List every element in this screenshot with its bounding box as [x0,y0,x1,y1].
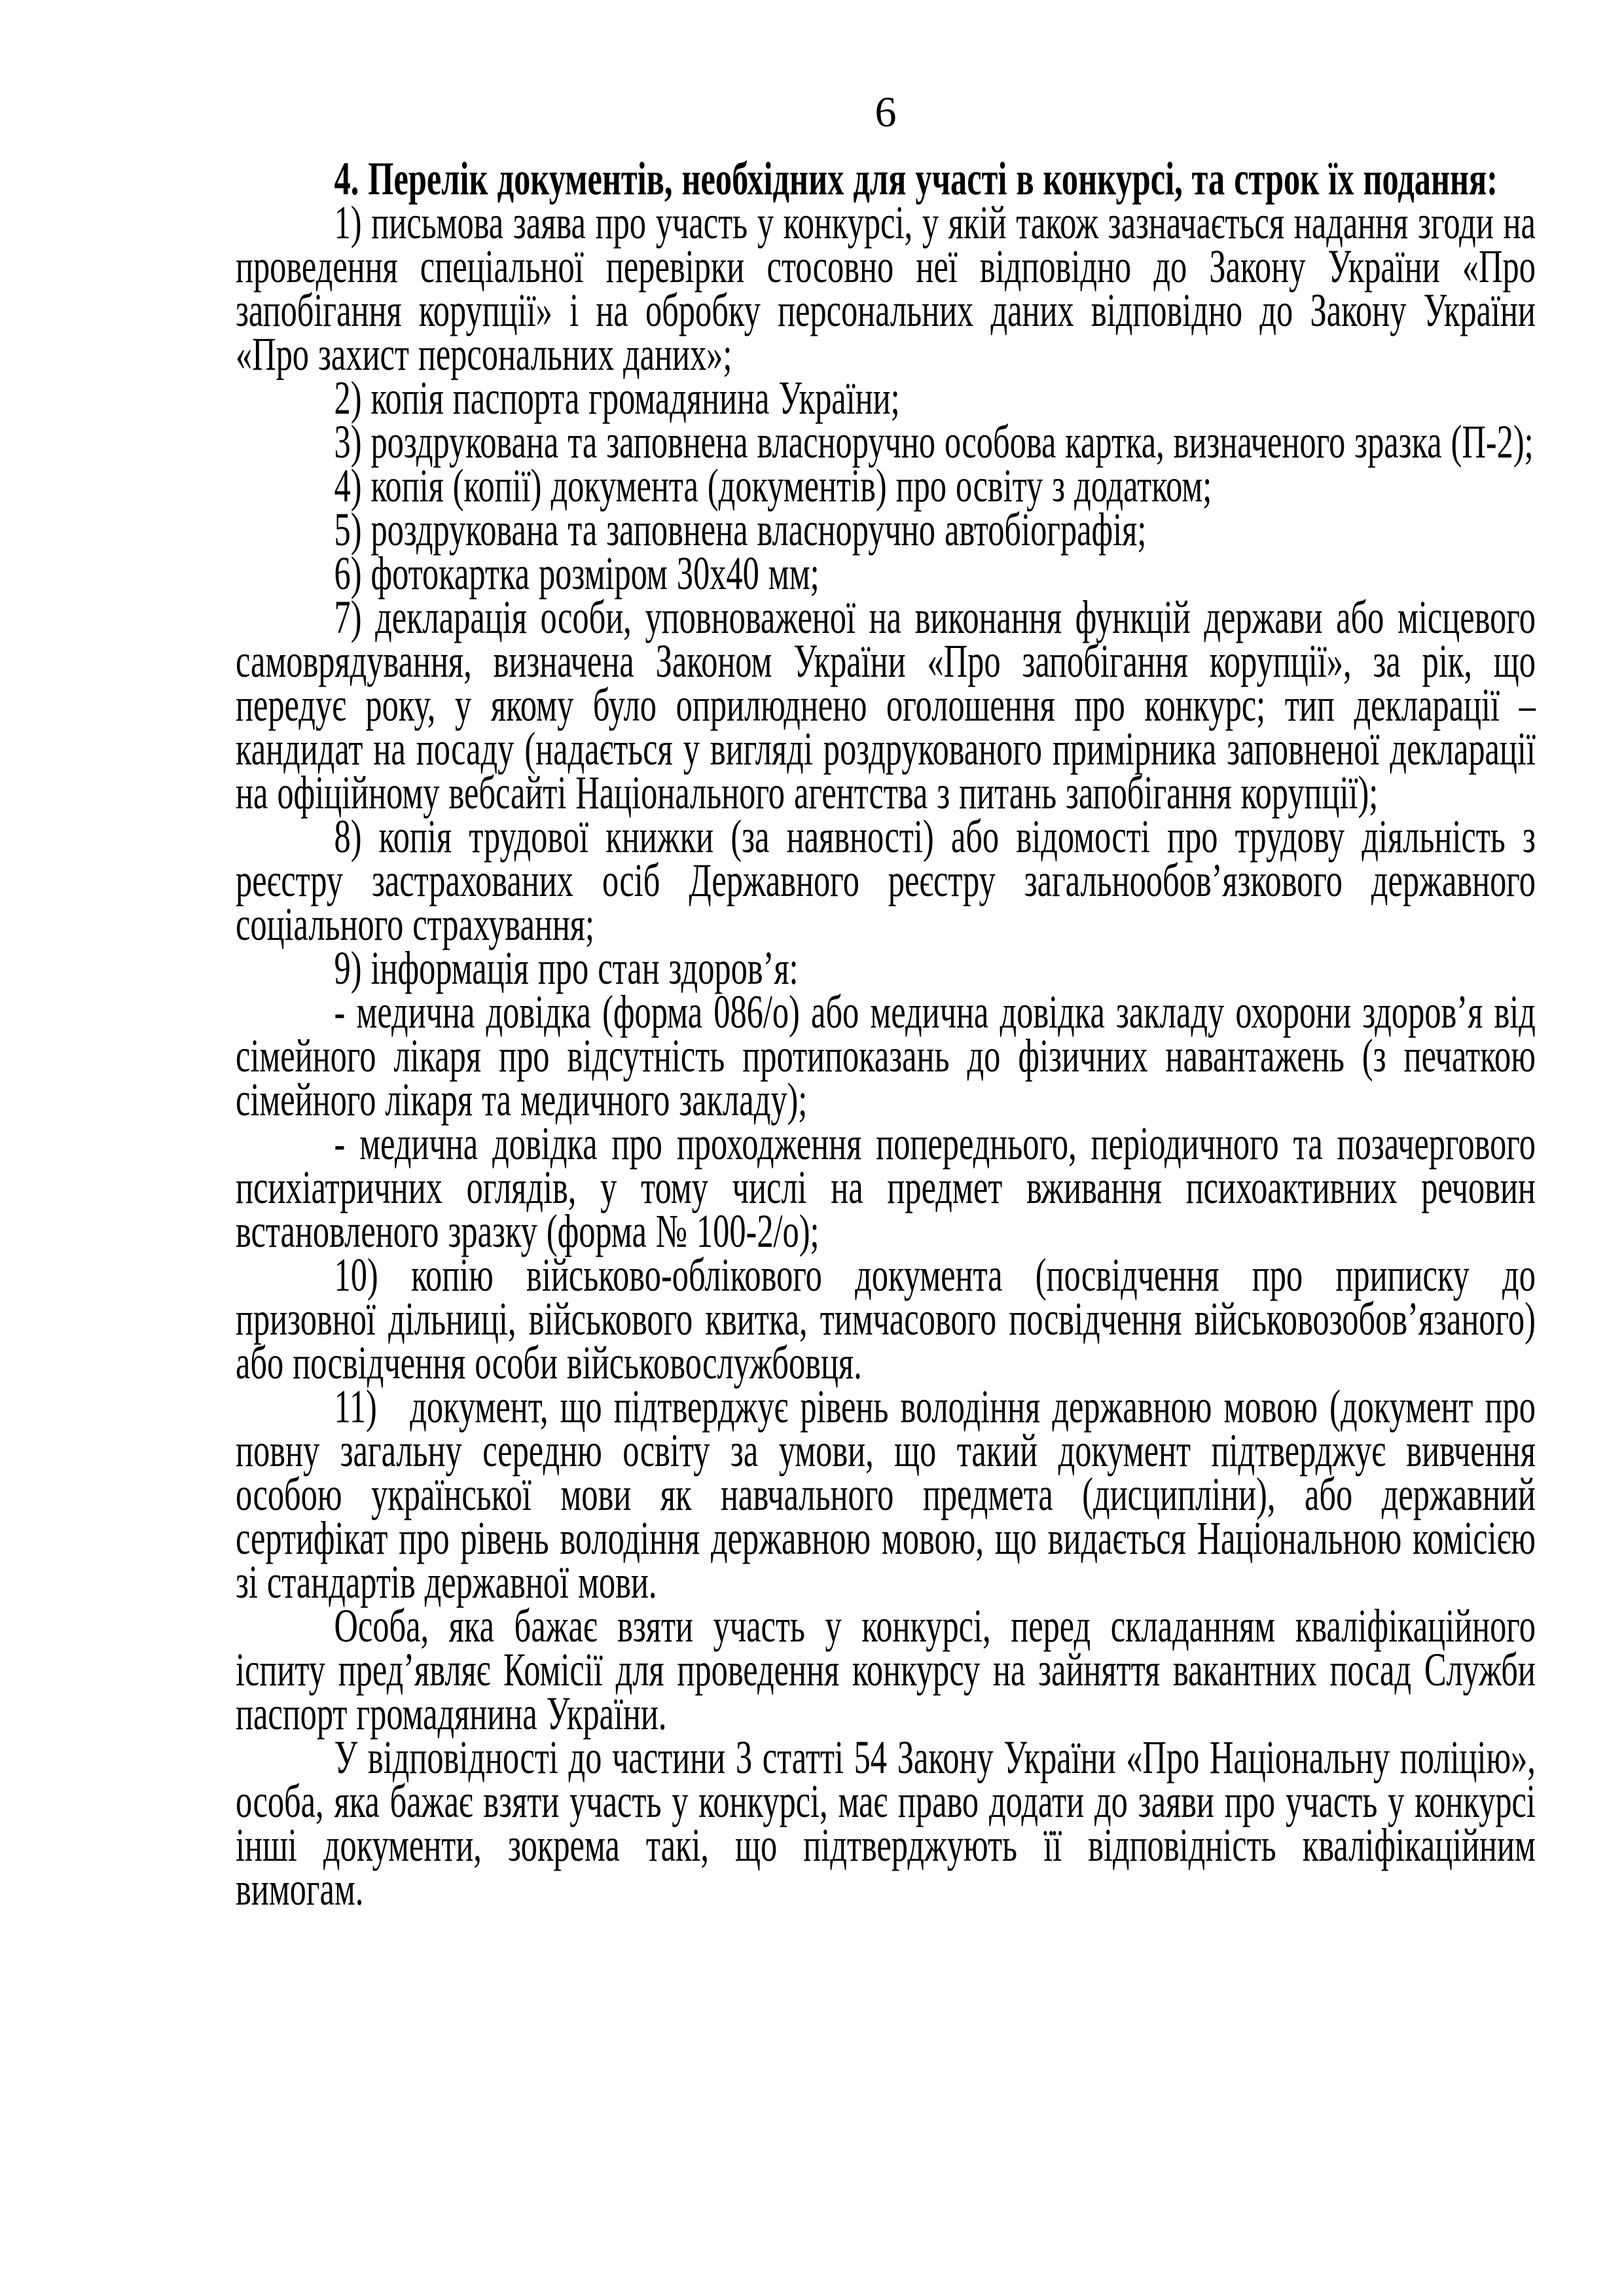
sub-item-medical-certificate-086: - медична довідка (форма 086/о) або медична довідка закладу охорони здоров’я від сімейного лікаря про відсутність протипоказань до фізичних навантажень (з печаткою сімейного лікаря та медичного закладу); [236,986,1536,1126]
list-item-4: 4) копія (копії) документа (документів) про освіту з додатком; [334,459,1212,512]
paragraph-exam-passport: Особа, яка бажає взяти участь у конкурсі, перед складанням кваліфікаційного іспиту пред’являє Комісії для проведення конкурсу на зайняття вакантних посад Служби паспорт громадянина України. [236,1600,1536,1740]
list-item-10: 10) копію військово-облікового документа (посвідчення про приписку до призовної дільниці, військового квитка, тимчасового посвідчення військовозобов’язаного) або посвідчення особи військовослужбовця. [236,1249,1536,1389]
list-item-11: 11) документ, що підтверджує рівень володіння державною мовою (документ про повну загальну середню освіту за умови, що такий документ підтверджує вивчення особою української мови як навчального предмета (дисципліни), або державний сертифікат про рівень володіння державною мовою, що видається Національною комісією зі стандартів державної мови. [236,1380,1536,1608]
sub-item-psychiatric-certificate: - медична довідка про проходження попереднього, періодичного та позачергового психіатричних оглядів, у тому числі на предмет вживання психоактивних речовин встановленого зразку (форма № 100-2/о); [236,1117,1536,1257]
list-item-9: 9) інформація про стан здоров’я: [334,942,799,994]
list-item-1: 1) письмова заява про участь у конкурсі, у якій також зазначається надання згоди на проведення спеціальної перевірки стосовно неї відповідно до Закону України «Про запобігання корупції» і на обробку персональних даних відповідно до Закону України «Про захист персональних даних»; [236,196,1536,380]
list-item-5: 5) роздрукована та заповнена власноручно автобіографія; [334,503,1147,556]
paragraph-additional-documents: У відповідності до частини 3 статті 54 Закону України «Про Національну поліцію», особа, яка бажає взяти участь у конкурсі, має право додати до заяви про участь у конкурсі інші документи, зокрема такі, що підтверджують її відповідність кваліфікаційним вимогам. [236,1731,1536,1915]
list-item-2: 2) копія паспорта громадянина України; [334,372,900,424]
list-item-3: 3) роздрукована та заповнена власноручно особова картка, визначеного зразка (П-2); [334,416,1534,468]
list-item-8: 8) копія трудової книжки (за наявності) або відомості про трудову діяльність з реєстру застрахованих осіб Державного реєстру загальнообов’язкового державного соціального страхування; [236,810,1536,950]
page-number: 6 [875,88,897,136]
document-body [236,152,1536,1915]
list-item-7: 7) декларація особи, уповноваженої на виконання функцій держави або місцевого самоврядування, визначена Законом України «Про запобігання корупції», за рік, що передує року, у якому було оприлюднено оголошення про конкурс; тип декларації – кандидат на посаду (надається у вигляді роздрукованого примірника заповненої декларації на офіційному вебсайті Національного агентства з питань запобігання корупції); [236,591,1536,819]
section-heading: 4. Перелік документів, необхідних для участі в конкурсі, та строк їх подання: [334,152,1498,205]
list-item-6: 6) фотокартка розміром 30х40 мм; [334,547,820,600]
